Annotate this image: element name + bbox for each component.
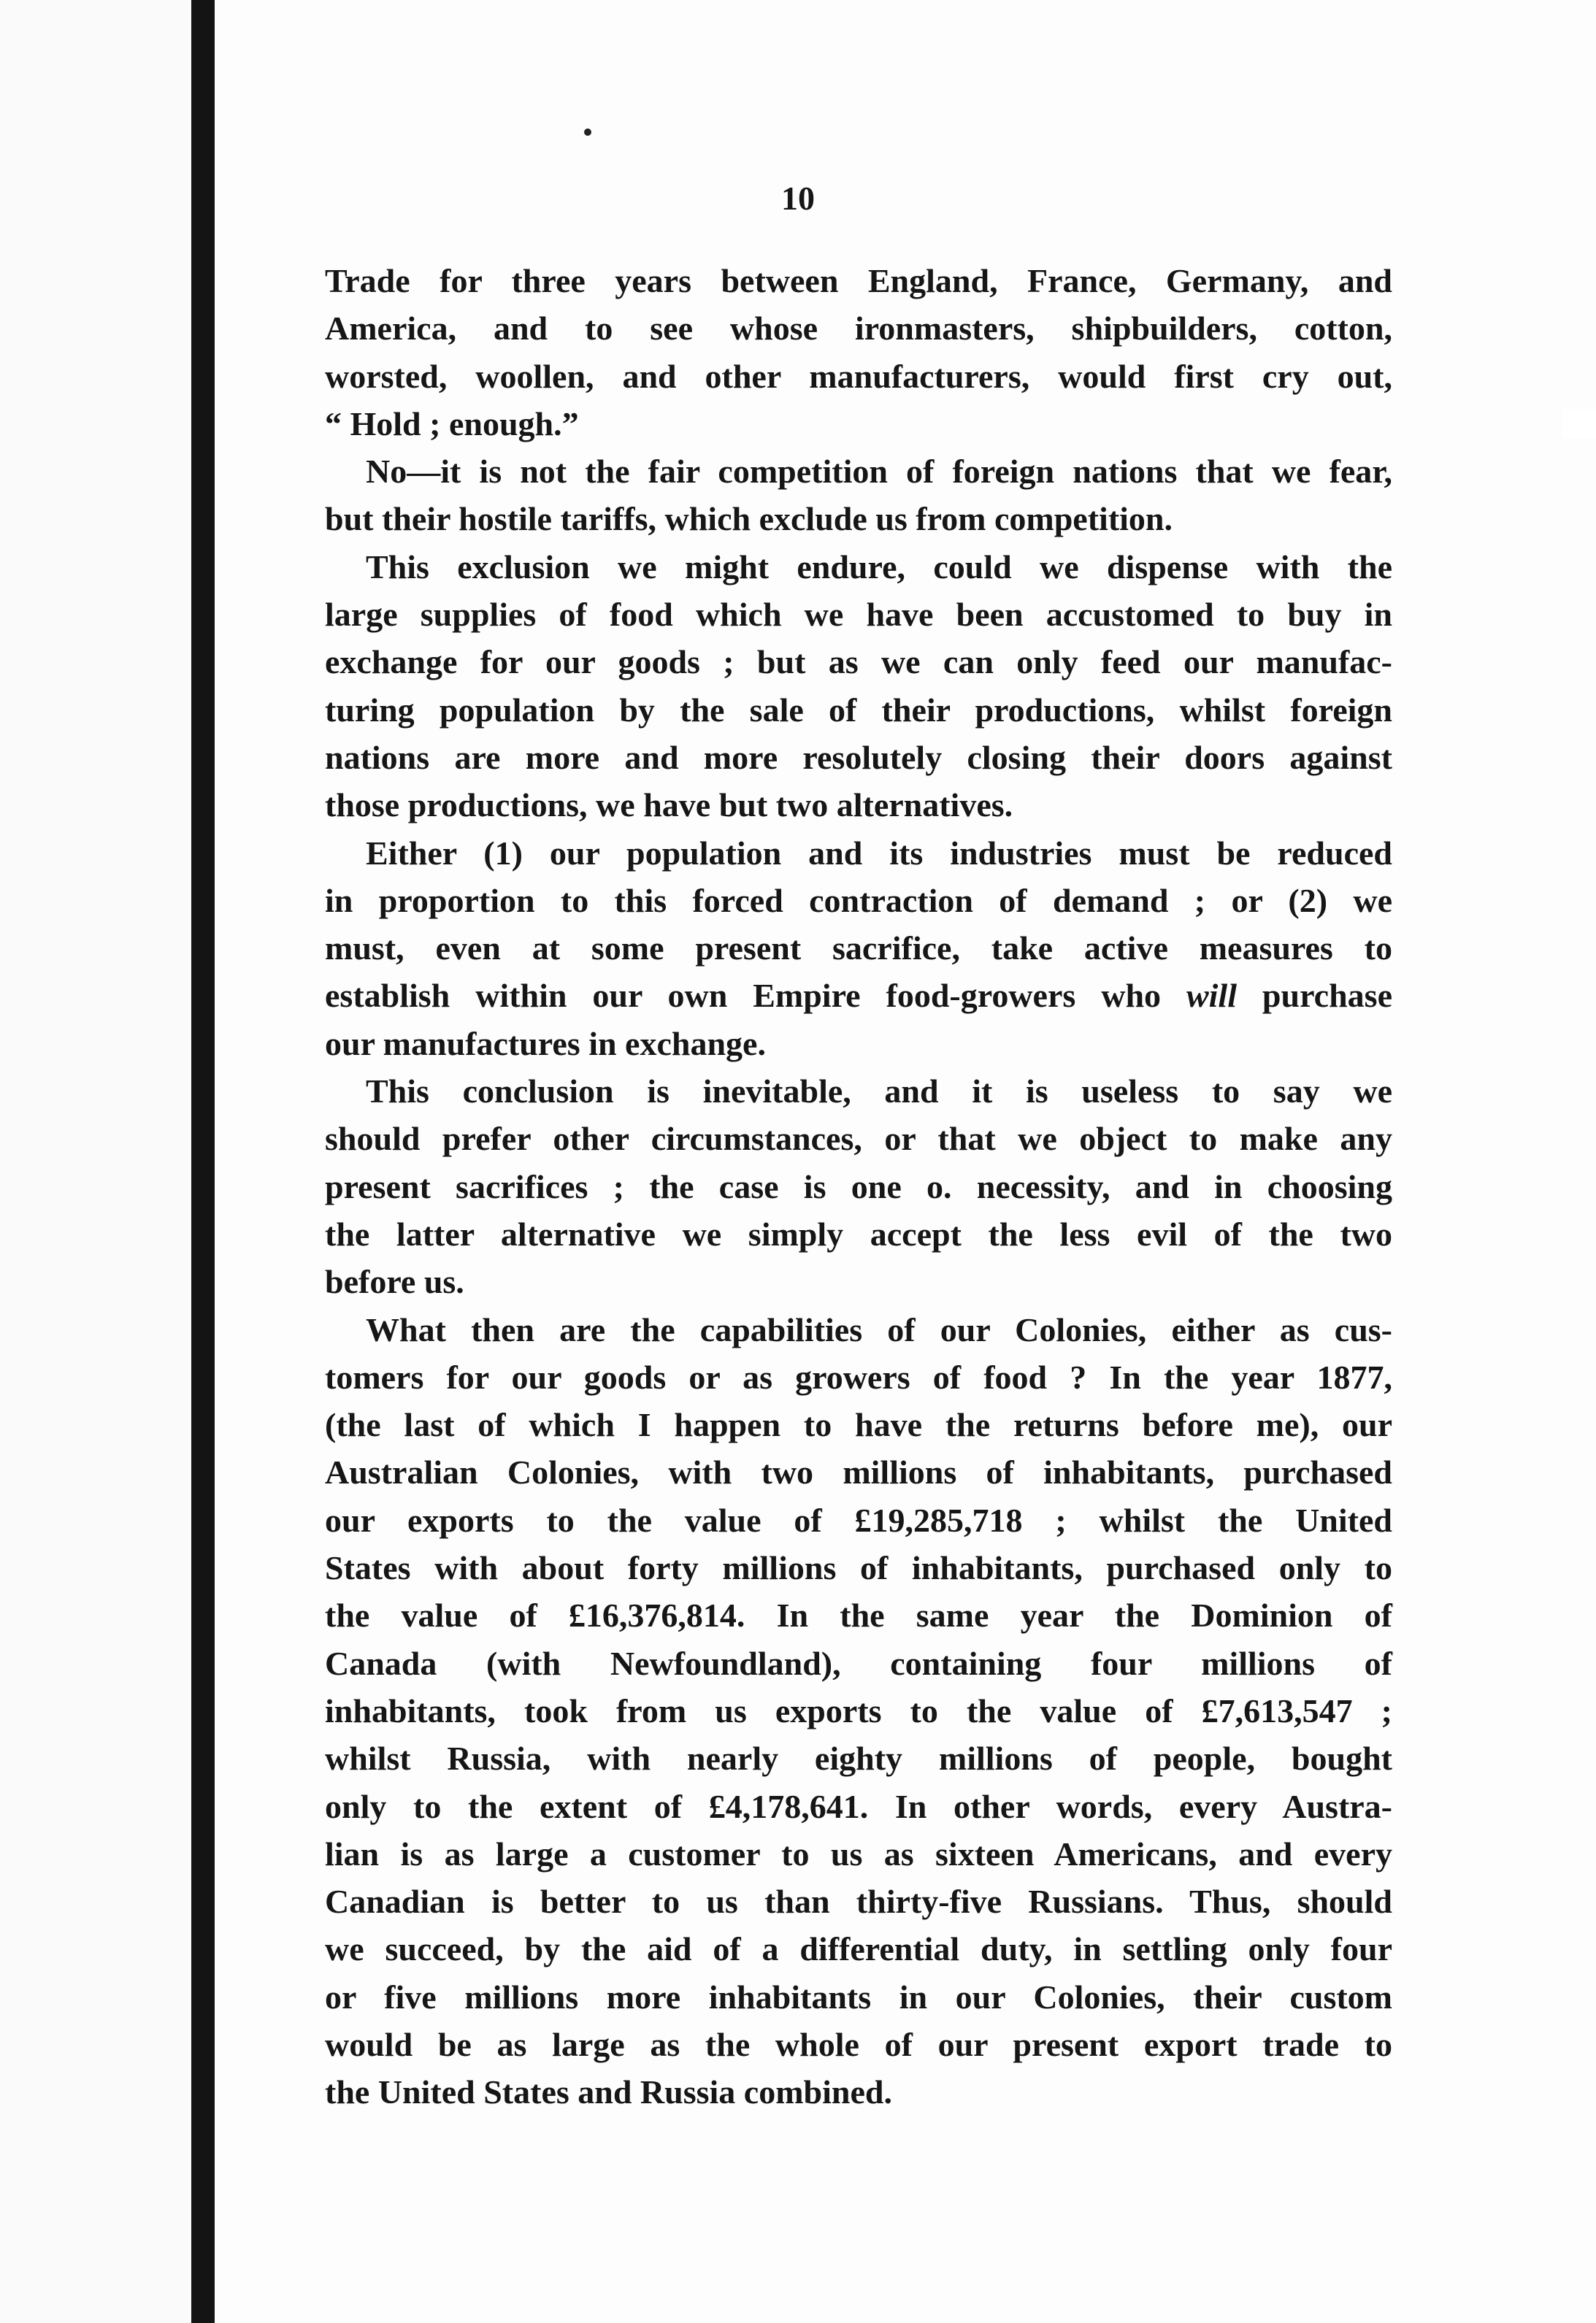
text-line: Canada (with Newfoundland), containing four millions of (325, 1644, 1392, 1682)
text-line: lian is as large a customer to us as sixteen Americans, and every (325, 1835, 1392, 1873)
text-line: Australian Colonies, with two millions of inhabitants, purchased (325, 1454, 1392, 1491)
text-line: before us. (325, 1263, 464, 1301)
text-line: Trade for three years between England, France, Germany, and (325, 262, 1392, 299)
text-line: nations are more and more resolutely closing their doors against (325, 738, 1392, 776)
ink-dot (584, 128, 591, 136)
text-line: Canadian is better to us than thirty-five Russians. Thus, should (325, 1883, 1392, 1921)
text-line: large supplies of food which we have been accustomed to buy in (325, 596, 1392, 634)
facing-page-fragment (0, 0, 191, 2323)
text-line: exchange for our goods ; but as we can only feed our manufac- (325, 643, 1392, 681)
text-line: the value of £16,376,814. In the same year the Dominion of (325, 1597, 1392, 1635)
text-line: (the last of which I happen to have the returns before me), our (325, 1406, 1392, 1444)
text-line: No—it is not the fair competition of foreign nations that we fear, (366, 453, 1392, 491)
text-line: This conclusion is inevitable, and it is useless to say we (366, 1072, 1392, 1110)
text-line: our exports to the value of £19,285,718 ; whilst the United (325, 1501, 1392, 1539)
text-line: This exclusion we might endure, could we dispense with the (366, 548, 1392, 585)
text-line: we succeed, by the aid of a differential duty, in settling only four (325, 1930, 1392, 1968)
text-line: present sacrifices ; the case is one o. necessity, and in choosing (325, 1167, 1392, 1205)
book-gutter (191, 0, 215, 2323)
text-line: America, and to see whose ironmasters, shipbuilders, cotton, (325, 310, 1392, 348)
text-line: turing population by the sale of their productions, whilst foreign (325, 691, 1392, 729)
text-line: would be as large as the whole of our present export trade to (325, 2025, 1392, 2063)
text-line: should prefer other circumstances, or that we object to make any (325, 1120, 1392, 1158)
text-line: “ Hold ; enough.” (325, 404, 579, 442)
text-line: our manufactures in exchange. (325, 1024, 766, 1062)
text-line: but their hostile tariffs, which exclude us from competition. (325, 500, 1173, 538)
text-line: What then are the capabilities of our Colonies, either as cus- (366, 1310, 1392, 1348)
page-number: 10 (781, 180, 815, 217)
text-line: inhabitants, took from us exports to the value of £7,613,547 ; (325, 1692, 1392, 1729)
text-line: the United States and Russia combined. (325, 2073, 892, 2111)
text-line: Either (1) our population and its industries must be reduced (366, 834, 1392, 872)
text-line: those productions, we have but two alternatives. (325, 786, 1013, 824)
text-line: establish within our own Empire food-growers who will purchase (325, 977, 1392, 1015)
text-line: worsted, woollen, and other manufacturers, would first cry out, (325, 357, 1392, 395)
body-text (325, 257, 1392, 2116)
text-line: whilst Russia, with nearly eighty millions of people, bought (325, 1740, 1392, 1778)
emphasis: will (1186, 977, 1237, 1015)
text-line: the latter alternative we simply accept the less evil of the two (325, 1215, 1392, 1253)
text-line: tomers for our goods or as growers of food ? In the year 1877, (325, 1358, 1392, 1396)
margin-mark (1562, 409, 1596, 438)
text-line: in proportion to this forced contraction of demand ; or (2) we (325, 881, 1392, 919)
text-line: States with about forty millions of inhabitants, purchased only to (325, 1549, 1392, 1587)
text-line: or five millions more inhabitants in our Colonies, their custom (325, 1978, 1392, 2016)
text-line: only to the extent of £4,178,641. In other words, every Austra- (325, 1787, 1392, 1825)
text-line: must, even at some present sacrifice, take active measures to (325, 929, 1392, 967)
